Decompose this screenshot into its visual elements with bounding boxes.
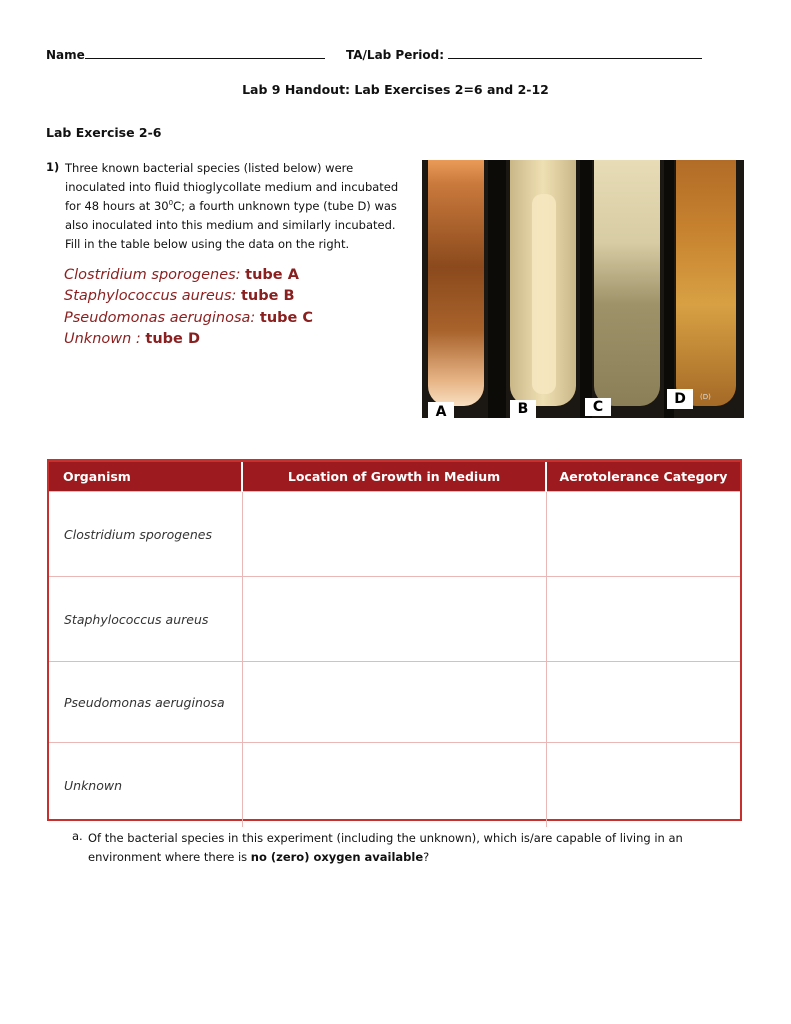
organism-cell: Unknown [49,743,242,828]
results-table [47,459,742,821]
aerotolerance-cell[interactable] [546,492,740,577]
question-text [65,159,405,254]
location-cell[interactable] [242,743,546,828]
species-name: Unknown : [64,331,146,347]
aerotolerance-cell[interactable] [546,743,740,828]
question-text-part1: Three known bacterial species (listed below) were inoculated into fluid thioglycollate medium and incubated for 48 hours at 30 [65,161,399,213]
table-row [49,743,740,828]
subquestion-text-bold: no (zero) oxygen available [250,850,424,864]
table-row [49,577,740,662]
ta-blank[interactable] [448,47,702,59]
question-number: 1) [46,160,60,174]
species-item [64,329,200,350]
tube-label-c: C [585,398,611,416]
species-name: Clostridium sporogenes: [64,267,241,283]
species-item [64,308,313,329]
tube-b-image [510,160,576,406]
question-text-sup: 0 [168,199,174,208]
tube-c-image [594,160,660,406]
tube-label-b: B [510,400,536,418]
tube-label-d: D [667,389,693,409]
aerotolerance-cell[interactable] [546,662,740,743]
name-field[interactable] [46,47,325,62]
page-title: Lab 9 Handout: Lab Exercises 2=6 and 2-12 [242,82,549,97]
question-text-part2: C; a fourth unknown type (tube D) was also inoculated into this medium and similarly incubated. Fill in the table below using the data on the right. [65,199,397,251]
tube-label-a: A [428,402,454,418]
ta-field[interactable] [346,47,702,62]
subquestion-text [88,829,708,867]
species-tube: tube D [145,331,200,347]
table-row [49,662,740,743]
aerotolerance-cell[interactable] [546,577,740,662]
tube-d-image [676,160,736,406]
organism-cell: Pseudomonas aeruginosa [49,662,242,743]
photo-gap [488,160,506,418]
location-cell[interactable] [242,577,546,662]
name-blank[interactable] [85,47,325,59]
photo-gap [580,160,592,418]
tube-label-d-small: (D) [700,393,711,401]
header-aerotolerance: Aerotolerance Category [546,462,740,492]
species-name: Staphylococcus aureus: [64,288,237,304]
exercise-heading: Lab Exercise 2-6 [46,125,162,140]
subquestion-text-part1: Of the bacterial species in this experiment (including the unknown), which is/are capable of living in an environment where there is [88,831,683,864]
photo-gap [664,160,674,418]
ta-label: TA/Lab Period: [346,48,445,62]
tube-b-growth [532,194,556,394]
species-tube: tube B [241,288,295,304]
location-cell[interactable] [242,492,546,577]
tube-a-image [428,160,484,406]
organism-cell: Staphylococcus aureus [49,577,242,662]
species-tube: tube C [259,310,314,326]
organism-cell: Clostridium sporogenes [49,492,242,577]
table-row [49,492,740,577]
tubes-photo [422,160,744,418]
subquestion-text-part2: ? [423,850,430,864]
header-location: Location of Growth in Medium [242,462,546,492]
species-item [64,286,295,307]
subquestion-letter: a. [72,829,83,843]
name-label: Name [46,48,85,62]
species-item [64,265,299,286]
species-tube: tube A [245,267,299,283]
location-cell[interactable] [242,662,546,743]
header-organism: Organism [49,462,242,492]
species-name: Pseudomonas aeruginosa: [64,310,256,326]
